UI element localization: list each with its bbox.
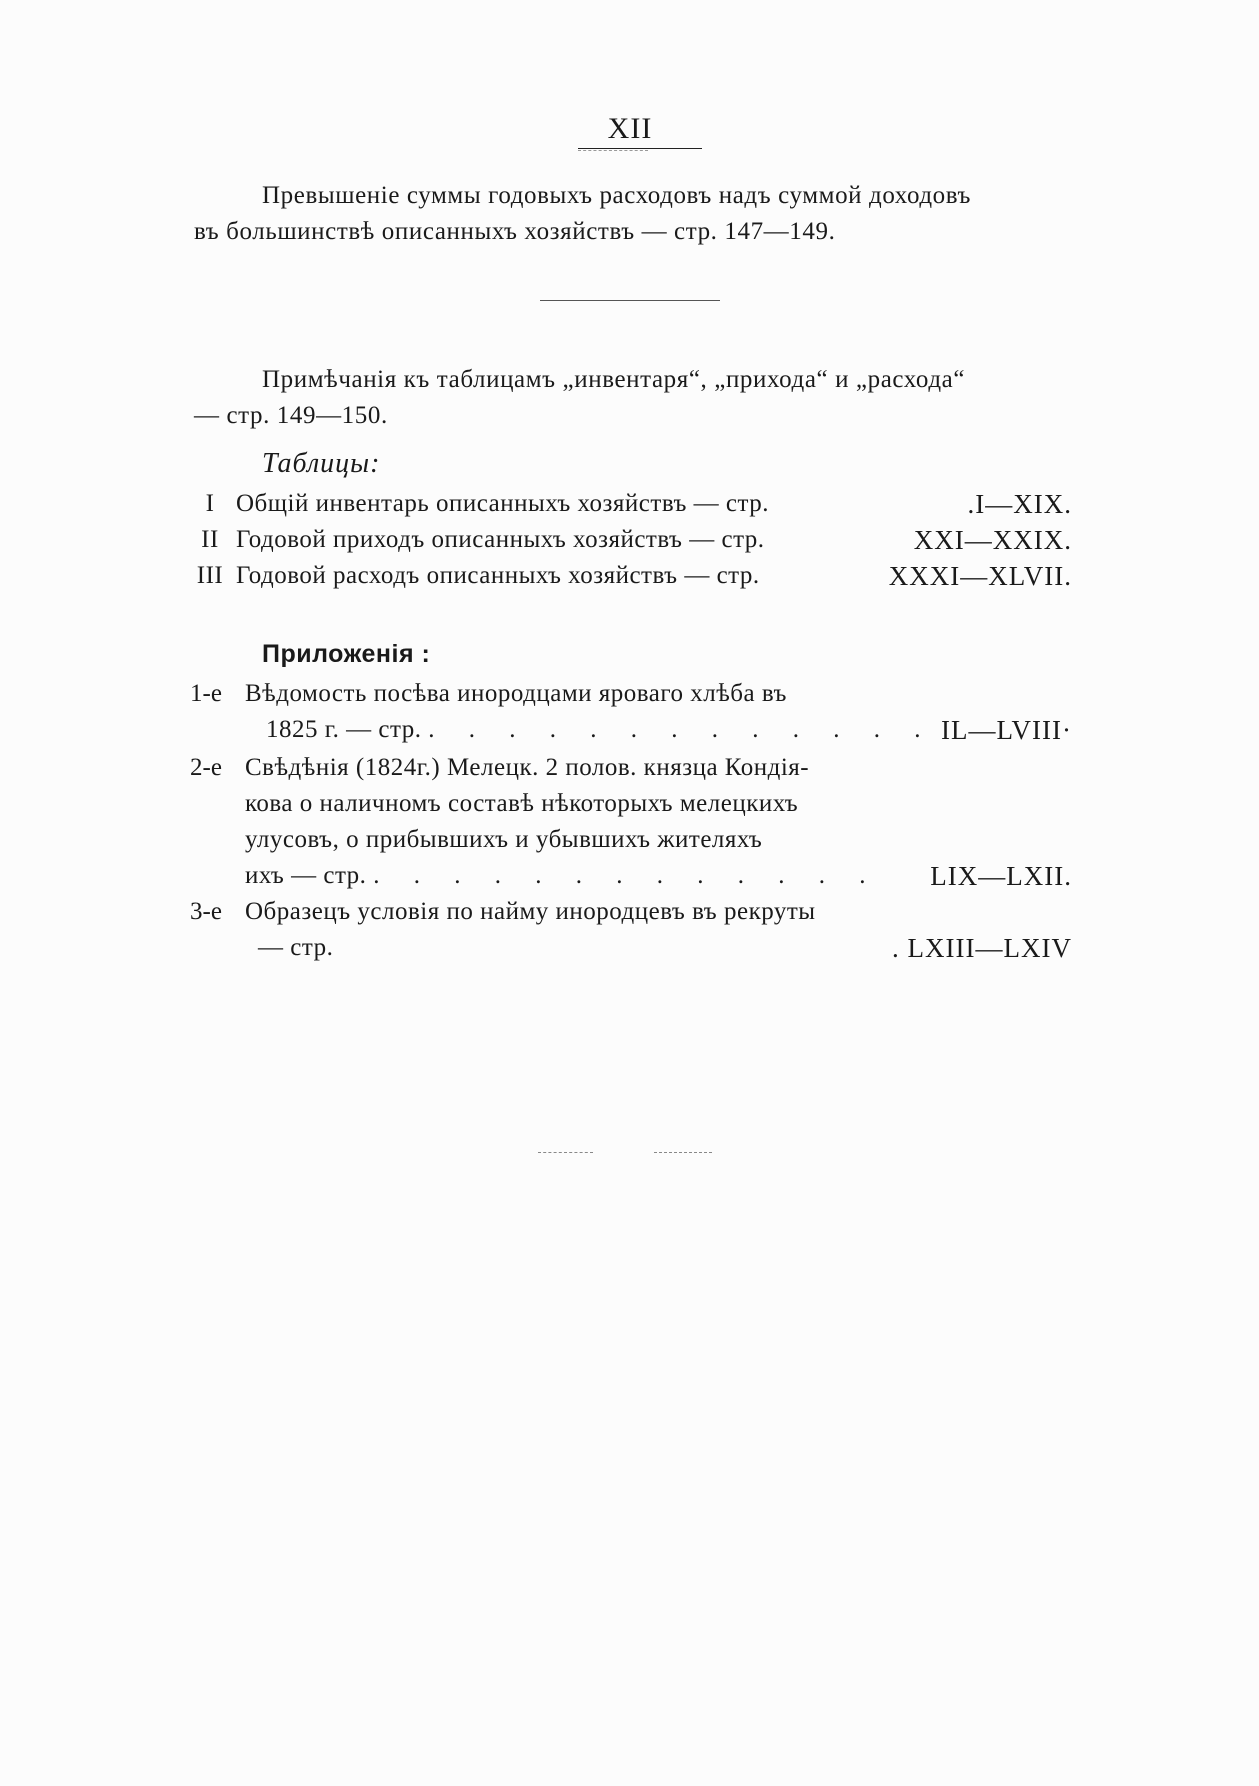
excess-note	[196, 178, 1071, 250]
table-entry-number: I	[205, 490, 215, 517]
appendix-line: кова о наличномъ составѣ нѣкоторыхъ мелецкихъ	[245, 790, 799, 817]
appendix-line-text: ихъ — стр.	[245, 862, 367, 889]
table-entry-pages: .I—XIX.	[967, 489, 1072, 519]
appendix-number: 1-е	[190, 680, 222, 707]
table-entry-title: Общій инвентарь описанныхъ хозяйствъ — стр.	[236, 490, 770, 517]
appendix-line: — стр.	[258, 934, 334, 961]
end-mark-right	[654, 1152, 712, 1153]
appendix-leader: .	[892, 933, 900, 963]
appendix-line: Образецъ условія по найму инородцевъ въ рекруты	[245, 898, 816, 925]
table-entry-number: II	[201, 526, 219, 553]
appendices-heading: Приложенія :	[262, 640, 431, 668]
tables-note-line-1: Примѣчанія къ таблицамъ „инвентаря“, „прихода“ и „расхода“	[262, 366, 966, 393]
appendix-line	[245, 858, 885, 894]
appendix-number: 2-е	[190, 754, 222, 781]
table-entry-pages: XXXI—XLVII.	[888, 561, 1072, 591]
tables-heading: Таблицы:	[262, 448, 381, 479]
appendix-line: улусовъ, о прибывшихъ и убывшихъ жителяхъ	[245, 826, 763, 853]
tables-note-line-2: — стр. 149—150.	[194, 402, 388, 429]
table-entry-pages: XXI—XXIX.	[913, 525, 1072, 555]
appendix-line: Вѣдомость посѣва инородцами яроваго хлѣба въ	[245, 680, 787, 707]
table-entry	[190, 486, 1072, 522]
appendix-line-text: 1825 г. — стр.	[266, 716, 422, 743]
table-entry-title: Годовой приходъ описанныхъ хозяйствъ — стр.	[236, 526, 765, 553]
excess-note-line-2: въ большинствѣ описанныхъ хозяйствъ — стр. 147—149.	[194, 218, 836, 245]
appendix-leader: . . . . . . . . . . . . .	[373, 862, 880, 889]
section-divider	[540, 300, 720, 301]
appendix-line: Свѣдѣнія (1824г.) Мелецк. 2 полов. князца Кондія-	[245, 754, 810, 781]
appendix-number: 3-е	[190, 898, 222, 925]
excess-note-line-1: Превышеніе суммы годовыхъ расходовъ надъ суммой доходовъ	[262, 182, 972, 209]
appendix-line	[266, 712, 935, 748]
appendix-pages: IL—LVIII·	[941, 715, 1072, 745]
table-entry-title: Годовой расходъ описанныхъ хозяйствъ — стр.	[236, 562, 760, 589]
table-entry-number: III	[196, 562, 224, 589]
appendix-leader: . . . . . . . . . . . . .	[428, 716, 935, 743]
appendix-pages	[892, 930, 1072, 966]
table-entry	[190, 522, 1072, 558]
end-mark-left	[538, 1152, 593, 1153]
page-number: XII	[607, 112, 653, 145]
appendix-pages-value: LXIII—LXIV	[907, 933, 1072, 963]
table-entry	[190, 558, 1072, 594]
page-number-rule	[578, 148, 702, 149]
tables-note	[196, 362, 1071, 434]
page-number-rule-shadow	[578, 150, 648, 151]
appendix-pages: LIX—LXII.	[930, 861, 1072, 891]
